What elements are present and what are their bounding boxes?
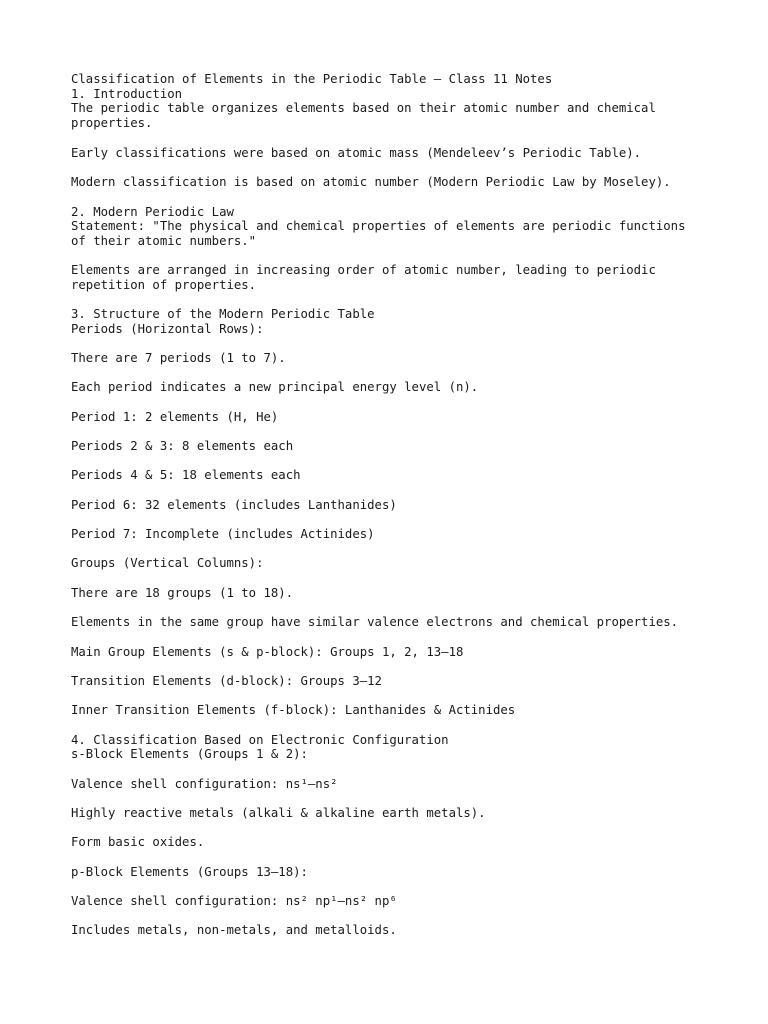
- text-line: Groups (Vertical Columns):: [71, 556, 264, 570]
- text-line: Elements in the same group have similar valence electrons and chemical properties.: [71, 615, 679, 629]
- text-line: 3. Structure of the Modern Periodic Table: [71, 307, 375, 321]
- text-line: Classification of Elements in the Periodic Table – Class 11 Notes: [71, 72, 553, 86]
- text-line: Main Group Elements (s & p-block): Groups 1, 2, 13–18: [71, 645, 464, 659]
- text-line: Period 1: 2 elements (H, He): [71, 410, 279, 424]
- text-line: Inner Transition Elements (f-block): Lanthanides & Actinides: [71, 703, 516, 717]
- text-line: Elements are arranged in increasing order of atomic number, leading to periodic: [71, 263, 656, 277]
- text-line: of their atomic numbers.": [71, 234, 257, 248]
- text-line: Highly reactive metals (alkali & alkaline earth metals).: [71, 806, 486, 820]
- text-line: There are 7 periods (1 to 7).: [71, 351, 286, 365]
- text-line: repetition of properties.: [71, 278, 257, 292]
- text-line: Includes metals, non-metals, and metalloids.: [71, 923, 397, 937]
- text-line: 1. Introduction: [71, 87, 183, 101]
- text-line: There are 18 groups (1 to 18).: [71, 586, 294, 600]
- text-line: Early classifications were based on atomic mass (Mendeleev’s Periodic Table).: [71, 146, 642, 160]
- text-line: Period 6: 32 elements (includes Lanthanides): [71, 498, 397, 512]
- text-line: Periods 2 & 3: 8 elements each: [71, 439, 294, 453]
- text-line: The periodic table organizes elements based on their atomic number and chemical: [71, 101, 656, 115]
- text-line: Statement: "The physical and chemical properties of elements are periodic functions: [71, 219, 686, 233]
- text-line: Form basic oxides.: [71, 835, 205, 849]
- text-line: Valence shell configuration: ns¹–ns²: [71, 777, 338, 791]
- text-line: Each period indicates a new principal energy level (n).: [71, 380, 479, 394]
- text-line: properties.: [71, 116, 153, 130]
- text-line: Valence shell configuration: ns² np¹–ns² np⁶: [71, 894, 397, 908]
- text-line: Period 7: Incomplete (includes Actinides): [71, 527, 375, 541]
- text-line: 2. Modern Periodic Law: [71, 205, 234, 219]
- text-line: Periods (Horizontal Rows):: [71, 322, 264, 336]
- text-line: Periods 4 & 5: 18 elements each: [71, 468, 301, 482]
- text-line: Transition Elements (d-block): Groups 3–12: [71, 674, 382, 688]
- text-line: s-Block Elements (Groups 1 & 2):: [71, 747, 308, 761]
- text-line: Modern classification is based on atomic number (Modern Periodic Law by Moseley).: [71, 175, 671, 189]
- text-line: 4. Classification Based on Electronic Configuration: [71, 733, 449, 747]
- text-line: p-Block Elements (Groups 13–18):: [71, 865, 308, 879]
